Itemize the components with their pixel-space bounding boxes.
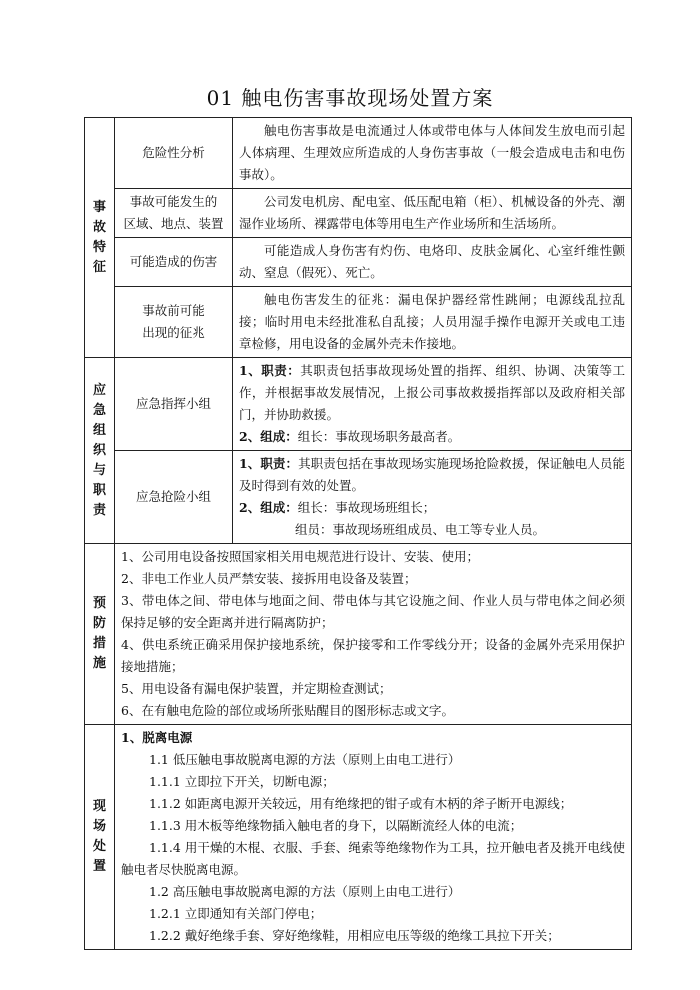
- row-label-area: 事故可能发生的 区域、地点、装置: [115, 189, 233, 238]
- row-label-risk-analysis: 危险性分析: [115, 118, 233, 189]
- list-item: 1.2.1 立即通知有关部门停电；: [149, 906, 323, 921]
- table-row: [85, 358, 632, 451]
- list-item: 4、供电系统正确采用保护接地系统，保护接零和工作零线分开；设备的金属外壳采用保护接地措施；: [121, 637, 625, 674]
- row-content-command-group: 1、职责：其职责包括事故现场处置的指挥、组织、协调、决策等工作，并根据事故发展情况，上报公司事故救援指挥部以及政府相关部门，并协助救援。 2、组成：组长：事故现场职务最高者。: [233, 358, 632, 451]
- row-label-rescue-group: 应急抢险小组: [115, 451, 233, 544]
- list-item: 1.1 低压触电事故脱离电源的方法（原则上由电工进行）: [149, 752, 461, 767]
- onsite-procedure: [115, 725, 632, 950]
- table-row: [85, 725, 632, 950]
- list-item: 3、带电体之间、带电体与地面之间、带电体与其它设施之间、作业人员与带电体之间必须保持足够的安全距离并进行隔离防护；: [121, 593, 625, 630]
- list-item: 5、用电设备有漏电保护装置，并定期检查测试；: [121, 681, 392, 696]
- table-row: [85, 451, 632, 544]
- table-row: [85, 238, 632, 287]
- list-item: 1.1.4 用干燥的木棍、衣服、手套、绳索等绝缘物作为工具，拉开触电者及挑开电线使触电者尽快脱离电源。: [121, 840, 625, 877]
- table-row: [85, 189, 632, 238]
- row-content-signs: 触电伤害发生的征兆：漏电保护器经常性跳闸；电源线乱拉乱接；临时用电未经批准私自乱接；人员用湿手操作电源开关或电工违章检修，用电设备的金属外壳未作接地。: [233, 287, 632, 358]
- table-row: [85, 118, 632, 189]
- category-onsite-handling: 现 场 处 置: [85, 725, 115, 950]
- row-label-injury: 可能造成的伤害: [115, 238, 233, 287]
- row-label-command-group: 应急指挥小组: [115, 358, 233, 451]
- list-item: 1.2 高压触电事故脱离电源的方法（原则上由电工进行）: [149, 884, 461, 899]
- page-title: 01 触电伤害事故现场处置方案: [206, 86, 494, 110]
- category-prevention: 预 防 措 施: [85, 544, 115, 725]
- list-item: 1.1.3 用木板等绝缘物插入触电者的身下，以隔断流经人体的电流；: [149, 818, 523, 833]
- row-content-risk-analysis: 触电伤害事故是电流通过人体或带电体与人体间发生放电而引起人体病理、生理效应所造成的人身伤害事故（一般会造成电击和电伤事故）。: [233, 118, 632, 189]
- plan-table: [84, 117, 632, 950]
- category-emergency-org: 应 急 组 织 与 职 责: [85, 358, 115, 544]
- list-item: 2、非电工作业人员严禁安装、接拆用电设备及装置；: [121, 571, 417, 586]
- list-item: 1.1.1 立即拉下开关，切断电源；: [149, 774, 335, 789]
- list-item: 1、公司用电设备按照国家相关用电规范进行设计、安装、使用；: [121, 549, 479, 564]
- category-accident-features: 事 故 特 征: [85, 118, 115, 358]
- row-content-area: 公司发电机房、配电室、低压配电箱（柜）、机械设备的外壳、潮湿作业场所、裸露带电体等用电生产作业场所和生活场所。: [233, 189, 632, 238]
- row-content-rescue-group: 1、职责：其职责包括在事故现场实施现场抢险救援，保证触电人员能及时得到有效的处置。 2、组成：组长：事故现场班组长； 组员：事故现场班组成员、电工等专业人员。: [233, 451, 632, 544]
- table-row: [85, 544, 632, 725]
- row-label-signs: 事故前可能 出现的征兆: [115, 287, 233, 358]
- list-item: 1.1.2 如距离电源开关较远，用有绝缘把的钳子或有木柄的斧子断开电源线；: [149, 796, 573, 811]
- list-item: 6、在有触电危险的部位或场所张贴醒目的图形标志或文字。: [121, 703, 454, 718]
- list-item: 1.2.2 戴好绝缘手套、穿好绝缘鞋，用相应电压等级的绝缘工具拉下开关；: [149, 928, 560, 943]
- row-content-injury: 可能造成人身伤害有灼伤、电烙印、皮肤金属化、心室纤维性颤动、窒息（假死）、死亡。: [233, 238, 632, 287]
- table-row: [85, 287, 632, 358]
- prevention-list: [115, 544, 632, 725]
- procedure-heading: 1、脱离电源: [121, 730, 193, 745]
